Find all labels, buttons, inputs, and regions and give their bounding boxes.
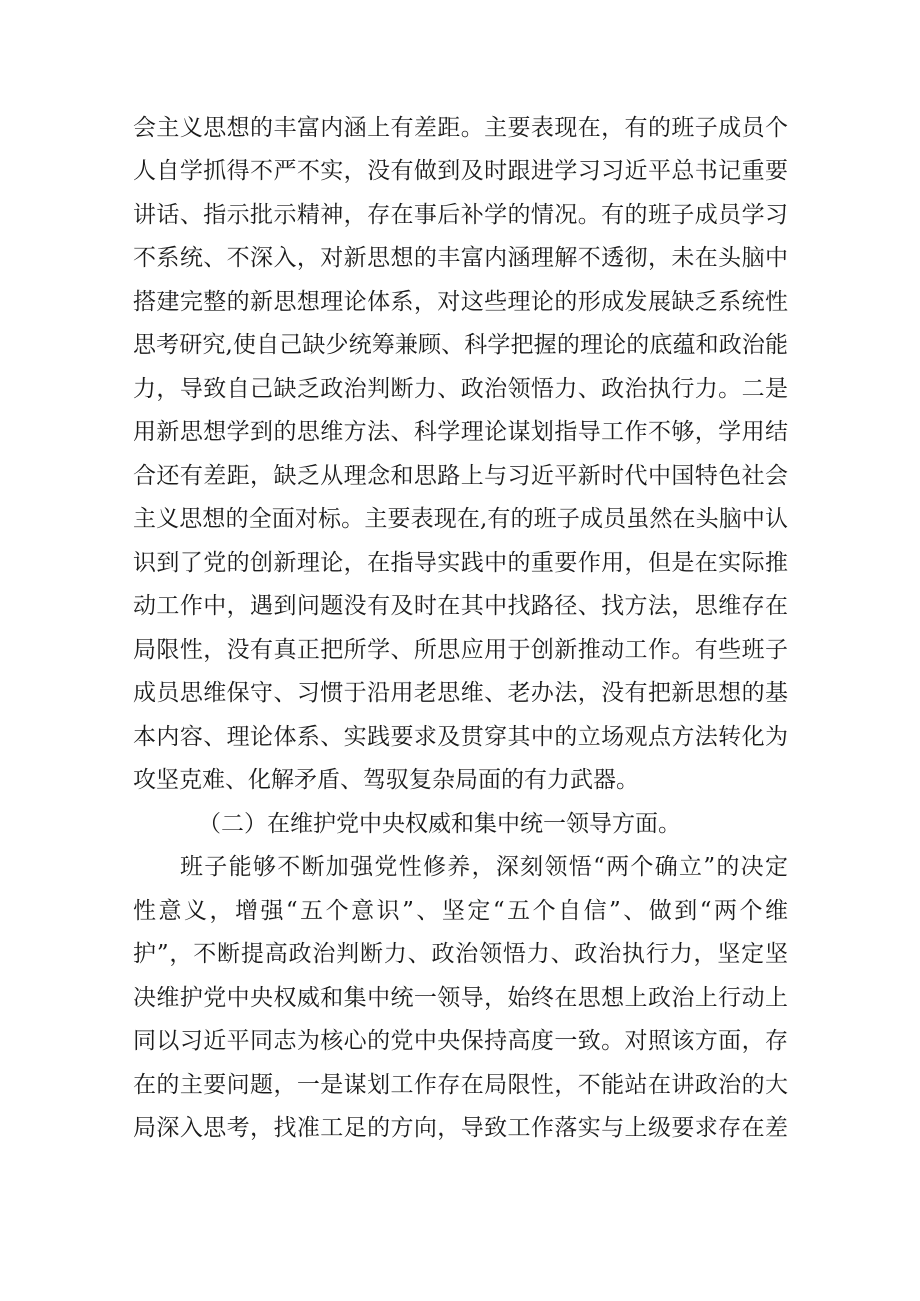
paragraph-2-line-1: 班子能够不断加强党性修养，深刻领悟“两个确立”的决定 [180, 854, 788, 880]
paragraph-1-line-1: 会主义思想的丰富内涵上有差距。主要表现在，有的班子成员个 [133, 115, 788, 141]
paragraph-2-line-4: 决维护党中央权威和集中统一领导，始终在思想上政治上行动上 [133, 985, 788, 1011]
paragraph-1-line-7: 力，导致自己缺乏政治判断力、政治领悟力、政治执行力。二是 [133, 376, 788, 402]
paragraph-2-line-2: 性意义，增强“五个意识”、坚定“五个自信”、做到“两个维 [133, 898, 788, 924]
paragraph-1-line-12: 动工作中，遇到问题没有及时在其中找路径、找方法，思维存在 [133, 593, 788, 619]
paragraph-1-line-16: 攻坚克难、化解矛盾、驾驭复杂局面的有力武器。 [133, 767, 639, 793]
section-heading: （二）在维护党中央权威和集中统一领导方面。 [198, 811, 681, 837]
paragraph-1-line-4: 不系统、不深入，对新思想的丰富内涵理解不透彻，未在头脑中 [133, 245, 788, 271]
paragraph-1-line-14: 成员思维保守、习惯于沿用老思维、老办法，没有把新思想的基 [133, 680, 788, 706]
paragraph-1-line-11: 识到了党的创新理论，在指导实践中的重要作用，但是在实际推 [133, 550, 788, 576]
paragraph-1-line-5: 搭建完整的新思想理论体系，对这些理论的形成发展缺乏系统性 [133, 289, 788, 315]
paragraph-1-line-3: 讲话、指示批示精神，存在事后补学的情况。有的班子成员学习 [133, 202, 788, 228]
paragraph-2-line-6: 在的主要问题，一是谋划工作存在局限性，不能站在讲政治的大 [133, 1072, 788, 1098]
paragraph-1-line-8: 用新思想学到的思维方法、科学理论谋划指导工作不够，学用结 [133, 419, 788, 445]
paragraph-1-line-2: 人自学抓得不严不实，没有做到及时跟进学习习近平总书记重要 [133, 158, 788, 184]
paragraph-1-line-13: 局限性，没有真正把所学、所思应用于创新推动工作。有些班子 [133, 637, 788, 663]
paragraph-2-line-3: 护”，不断提高政治判断力、政治领悟力、政治执行力，坚定坚 [133, 941, 788, 967]
paragraph-1-line-9: 合还有差距，缺乏从理念和思路上与习近平新时代中国特色社会 [133, 463, 788, 489]
paragraph-2-line-7: 局深入思考，找准工足的方向，导致工作落实与上级要求存在差 [133, 1115, 788, 1141]
paragraph-1-line-15: 本内容、理论体系、实践要求及贯穿其中的立场观点方法转化为 [133, 724, 788, 750]
paragraph-1-line-10: 主义思想的全面对标。主要表现在,有的班子成员虽然在头脑中认 [133, 506, 788, 532]
paragraph-2-line-5: 同以习近平同志为核心的党中央保持高度一致。对照该方面，存 [133, 1028, 788, 1054]
paragraph-1-line-6: 思考研究,使自己缺少统筹兼顾、科学把握的理论的底蕴和政治能 [133, 332, 788, 358]
